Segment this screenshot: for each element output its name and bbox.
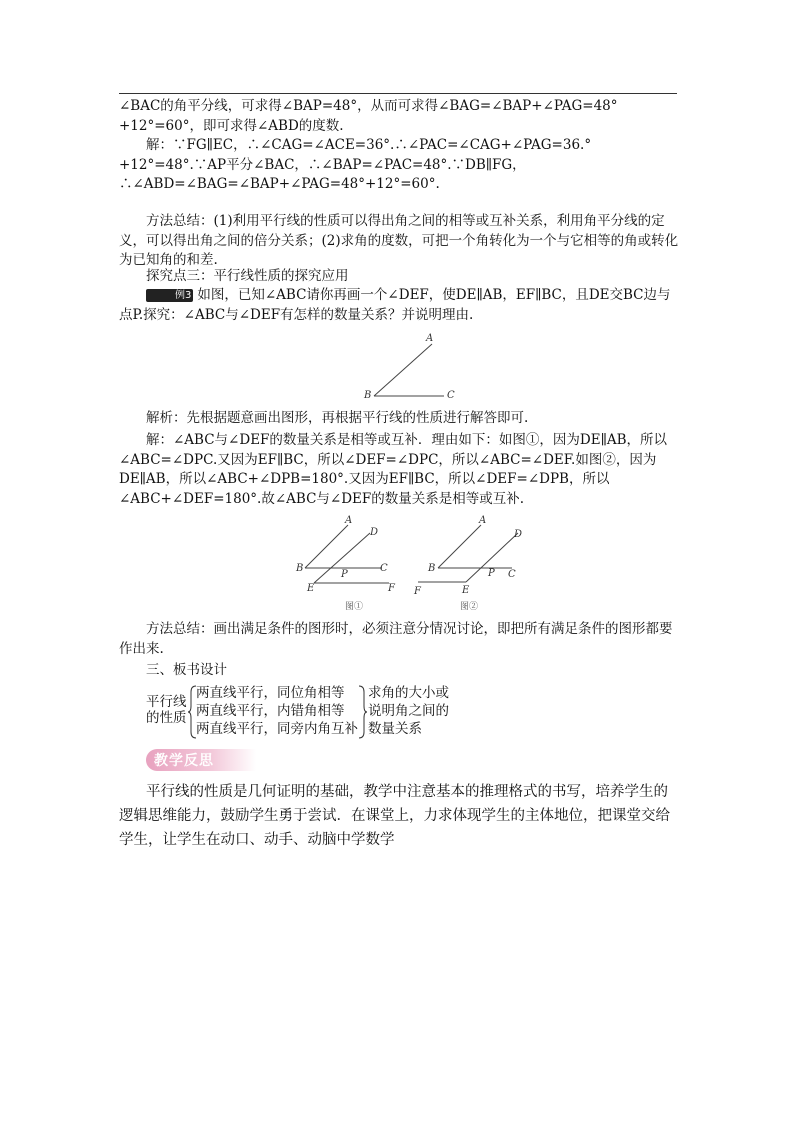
right-brace-icon bbox=[357, 684, 367, 740]
board-right-1: 求角的大小或 bbox=[368, 685, 449, 701]
caption-2: 图② bbox=[460, 602, 479, 612]
label-c: C bbox=[380, 563, 388, 574]
paragraph-continuation: ∠BAC的角平分线，可求得∠BAP=48°，从而可求得∠BAG=∠BAP+∠PAG=48°+12°=60°，即可求得∠ABD的度数. bbox=[119, 98, 618, 134]
reflection-badge-label: 教学反思 bbox=[154, 753, 214, 769]
method-summary-2: 方法总结：画出满足条件的图形时，必须注意分情况讨论，即把所有满足条件的图形都要作出来. bbox=[119, 621, 673, 657]
analysis: 解析：先根据题意画出图形，再根据平行线的性质进行解答即可. bbox=[146, 410, 529, 426]
method-summary-1: 方法总结：(1)利用平行线的性质可以得出角之间的相等或互补关系，利用角平分线的定义，可以得出角之间的倍分关系；(2)求角的度数，可把一个角转化为一个与它相等的角或转化为已知角的和差. bbox=[119, 213, 679, 269]
label-f: F bbox=[414, 586, 421, 597]
label-c: C bbox=[447, 390, 455, 401]
label-b: B bbox=[296, 563, 304, 574]
figure-2 bbox=[408, 513, 528, 615]
caption-1: 图① bbox=[345, 602, 364, 612]
reflection-text: 平行线的性质是几何证明的基础，教学中注意基本的推理格式的书写，培养学生的逻辑思维能力，鼓励学生勇于尝试．在课堂上，力求体现学生的主体地位，把课堂交给学生，让学生在动口、动手、动脑中学数学 bbox=[119, 784, 670, 848]
ray-ba bbox=[305, 525, 348, 568]
board-right-2: 说明角之间的 bbox=[368, 703, 449, 719]
figure-1 bbox=[290, 513, 410, 615]
label-d: D bbox=[370, 527, 379, 538]
board-item-3: 两直线平行，同旁内角互补 bbox=[196, 721, 358, 737]
board-design bbox=[146, 684, 466, 740]
label-a: A bbox=[479, 515, 487, 526]
label-p: P bbox=[488, 568, 495, 579]
board-item-2: 两直线平行，内错角相等 bbox=[196, 703, 345, 719]
label-c: C bbox=[508, 569, 516, 580]
label-d: D bbox=[514, 529, 523, 540]
figure-angle-abc bbox=[360, 330, 470, 402]
board-left-line1: 平行线 bbox=[146, 694, 187, 710]
label-b: B bbox=[364, 390, 372, 401]
board-item-1: 两直线平行，同位角相等 bbox=[196, 685, 345, 701]
solution-1: 解：∵FG∥EC，∴∠CAG=∠ACE=36°.∴∠PAC=∠CAG+∠PAG=36.°+12°=48°.∵AP平分∠BAC，∴∠BAP=∠PAC=48°.∵DB∥FG，∴∠ABD=∠BAG=∠BAP+∠PAG=48°+12°=60°. bbox=[119, 137, 592, 193]
example-3-text: 如图，已知∠ABC请你再画一个∠DEF，使DE∥AB，EF∥BC，且DE交BC边与点P.探究：∠ABC与∠DEF有怎样的数量关系？并说明理由. bbox=[119, 287, 671, 323]
ray-ba bbox=[374, 344, 432, 396]
header-rule bbox=[119, 93, 677, 94]
board-design-title: 三、板书设计 bbox=[146, 662, 227, 678]
solution-2: 解：∠ABC与∠DEF的数量关系是相等或互补．理由如下：如图①，因为DE∥AB，所以∠ABC=∠DPC.又因为EF∥BC，所以∠DEF=∠DPC，所以∠ABC=∠DEF.如图②，因为DE∥AB，所以∠ABC+∠DPB=180°.又因为EF∥BC，所以∠DEF=∠DPB，所以∠ABC+∠DEF=180°.故∠ABC与∠DEF的数量关系是相等或互补. bbox=[119, 432, 668, 507]
label-e: E bbox=[307, 583, 315, 594]
label-f: F bbox=[388, 583, 395, 594]
board-right-3: 数量关系 bbox=[368, 721, 422, 737]
ray-ba bbox=[438, 525, 481, 568]
label-e: E bbox=[462, 585, 470, 596]
label-a: A bbox=[426, 333, 434, 344]
label-p: P bbox=[341, 569, 348, 580]
section-title-3: 探究点三：平行线性质的探究应用 bbox=[146, 268, 349, 284]
example-tag: 例3 bbox=[146, 289, 193, 302]
label-b: B bbox=[428, 563, 436, 574]
example-3 bbox=[119, 286, 679, 325]
board-left-line2: 的性质 bbox=[146, 710, 187, 726]
reflection-badge bbox=[146, 749, 256, 771]
label-a: A bbox=[345, 515, 353, 526]
